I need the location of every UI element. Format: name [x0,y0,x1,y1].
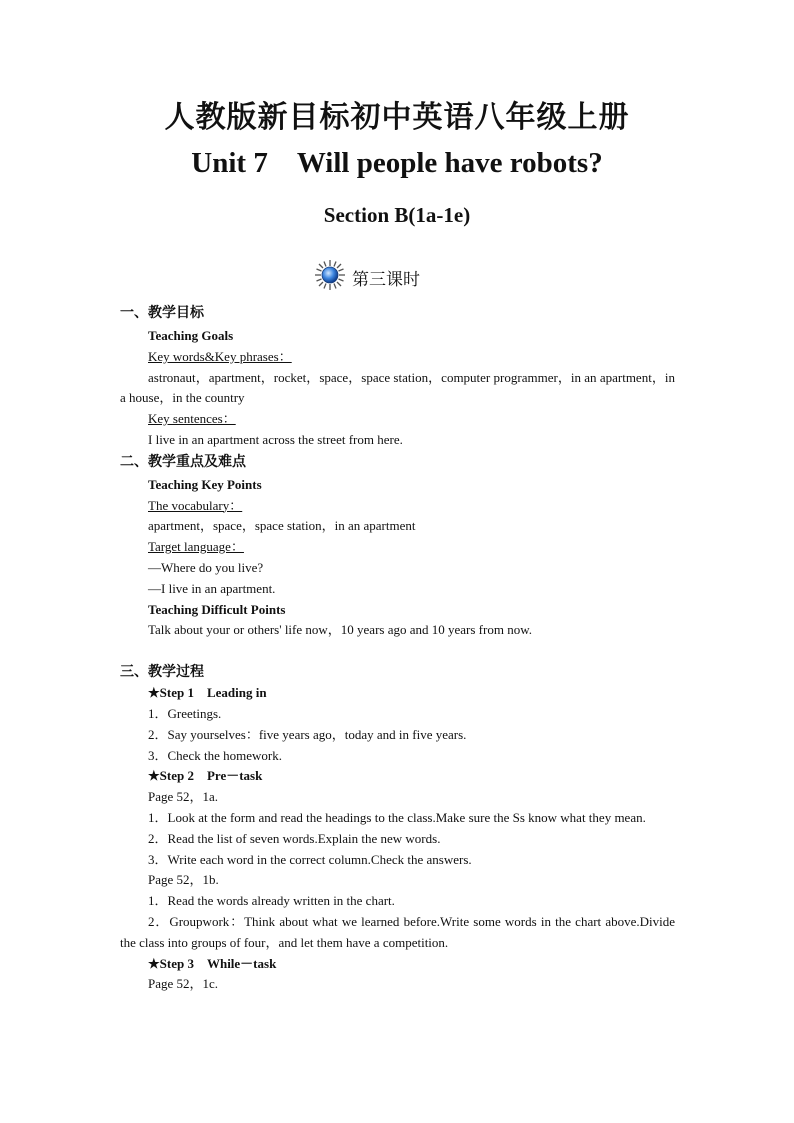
difficult-points-text: Talk about your or others' life now，10 years ago and 10 years from now. [148,622,532,638]
key-words-label: Key words&Key phrases： [148,348,292,364]
page-ref-1c: Page 52，1c. [148,976,219,992]
page-ref-1a: Page 52，1a. [148,789,219,805]
list-item: 3．Check the homework. [148,747,282,763]
teaching-goals-subheading: Teaching Goals [148,328,234,343]
key-sentences-label: Key sentences： [148,411,236,427]
target-language-label: Target language： [148,539,244,555]
list-item: 2．Read the list of seven words.Explain the new words. [148,830,441,846]
period-label: 第三课时 [352,269,420,290]
teaching-difficult-points-subheading: Teaching Difficult Points [148,601,286,617]
section-title: Section B(1a-1e) [323,203,471,227]
list-item: 2．Groupwork：Think about what we learned before.Write some words in the chart above.Divide the class into groups of four，and let them have a competition. [120,913,675,950]
dialog-question: —Where do you live? [148,559,264,575]
dialog-answer: —I live in an apartment. [148,580,276,596]
key-points-heading: 二、教学重点及难点 [120,453,246,470]
lesson-period [314,260,420,294]
document-body [120,302,675,995]
step3-heading: ★Step 3 While－task [148,955,277,971]
unit-title: Unit 7 Will people have robots? [191,147,603,179]
teaching-key-points-subheading: Teaching Key Points [148,476,262,492]
list-item: 1．Look at the form and read the headings to the class.Make sure the Ss know what they mean. [148,809,646,825]
key-sentence-text: I live in an apartment across the street from here. [148,431,403,447]
key-words-text: astronaut，apartment，rocket，space，space station，computer programmer，in an apartment，in a house，in the country [120,369,675,406]
list-item: 1．Greetings. [148,705,222,721]
step2-heading: ★Step 2 Pre－task [148,768,263,784]
goals-heading: 一、教学目标 [120,305,204,321]
step1-heading: ★Step 1 Leading in [148,685,267,701]
list-item: 2．Say yourselves：five years ago，today and in five years. [148,726,467,742]
process-heading: 三、教学过程 [120,664,204,681]
document-title-chinese: 人教版新目标初中英语八年级上册 [164,100,630,135]
page-ref-1b: Page 52，1b. [148,872,219,888]
list-item: 1．Read the words already written in the chart. [148,893,395,909]
sun-icon [314,259,346,296]
vocabulary-text: apartment，space，space station，in an apartment [148,518,416,534]
vocabulary-label: The vocabulary： [148,497,243,513]
list-item: 3．Write each word in the correct column.Check the answers. [148,851,472,867]
